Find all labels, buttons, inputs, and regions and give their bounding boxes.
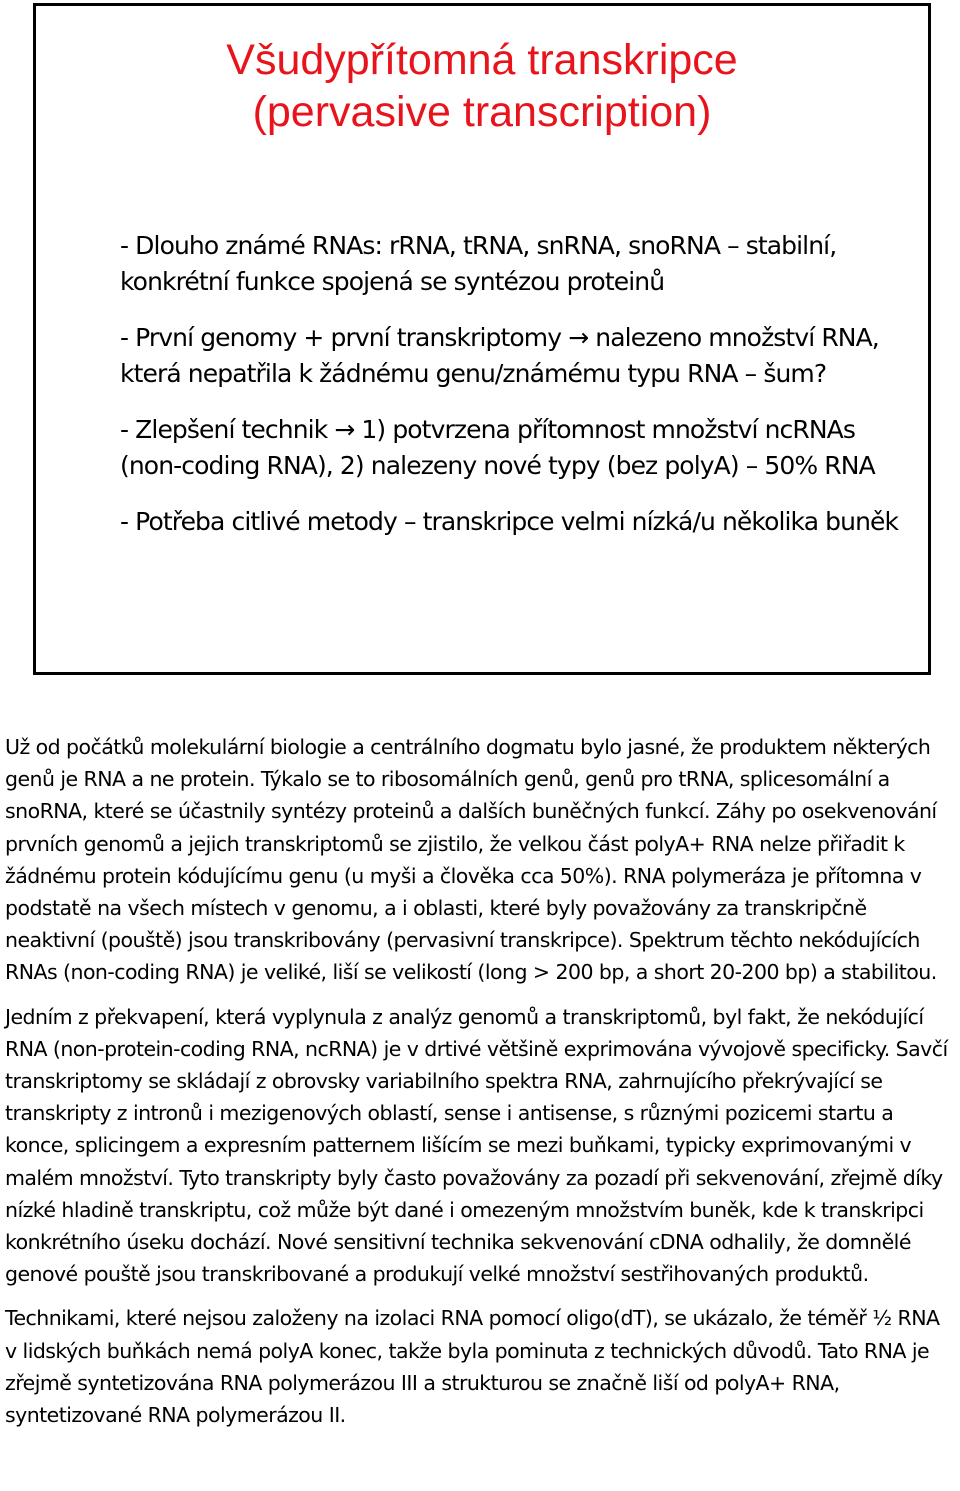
slide-bullet: - Potřeba citlivé metody – transkripce velmi nízká/u několika buněk xyxy=(120,507,899,536)
slide-bullet: - Zlepšení technik → 1) potvrzena přítomnost množství ncRNAs (non-coding RNA), 2) nalezeny nové typy (bez polyA) – 50% RNA xyxy=(120,415,875,480)
slide-bullet: - První genomy + první transkriptomy → nalezeno množství RNA, která nepatřila k žádnému genu/známému typu RNA – šum? xyxy=(120,323,879,388)
body-paragraph: Už od počátků molekulární biologie a centrálního dogmatu bylo jasné, že produktem některých genů je RNA a ne protein. Týkalo se to ribosomálních genů, genů pro tRNA, splicesomální a snoRNA, které se účastnily syntézy proteinů a dalších buněčných funkcí. Záhy po osekvenování prvních genomů a jejich transkriptomů se zjistilo, že velkou část polyA+ RNA nelze přiřadit k žádnému protein kódujícímu genu (u myši a člověka cca 50%). RNA polymeráza je přítomna v podstatě na všech místech v genomu, a i oblasti, které byly považovány za transkripčně neaktivní (pouště) jsou transkribovány (pervasivní transkripce). Spektrum těchto nekódujících RNAs (non-coding RNA) je veliké, liší se velikostí (long > 200 bp, a short 20-200 bp) a stabilitou. xyxy=(5,735,937,985)
slide-bullet-list xyxy=(120,228,900,560)
slide-frame xyxy=(33,3,931,675)
slide-title-line-1: Všudypřítomná transkripce xyxy=(226,36,738,84)
slide-bullet: - Dlouho známé RNAs: rRNA, tRNA, snRNA, snoRNA – stabilní, konkrétní funkce spojená se syntézou proteinů xyxy=(120,231,837,296)
slide-title xyxy=(36,34,928,138)
document-body xyxy=(5,731,957,1431)
body-paragraph: Technikami, které nejsou založeny na izolaci RNA pomocí oligo(dT), se ukázalo, že téměř ½ RNA v lidských buňkách nemá polyA konec, takže byla pominuta z technických důvodů. Tato RNA je zřejmě syntetizována RNA polymerázou III a strukturou se značně liší od polyA+ RNA, syntetizované RNA polymerázou II. xyxy=(5,1306,940,1428)
slide-title-line-2: (pervasive transcription) xyxy=(252,88,712,136)
body-paragraph: Jedním z překvapení, která vyplynula z analýz genomů a transkriptomů, byl fakt, že nekódující RNA (non-protein-coding RNA, ncRNA) je v drtivé většině exprimována vývojově specificky. Savčí transkriptomy se skládají z obrovsky variabilního spektra RNA, zahrnujícího překrývající se transkripty z intronů i mezigenových oblastí, sense i antisense, s různými pozicemi startu a konce, splicingem a expresním patternem lišícím se mezi buňkami, typicky exprimovanými v malém množství. Tyto transkripty byly často považovány za pozadí při sekvenování, zřejmě díky nízké hladině transkriptu, což může být dané i omezeným množstvím buněk, kde k transkripci konkrétního úseku dochází. Nové sensitivní technika sekvenování cDNA odhalily, že domnělé genové pouště jsou transkribované a produkují velké množství sestřihovaných produktů. xyxy=(5,1004,948,1287)
